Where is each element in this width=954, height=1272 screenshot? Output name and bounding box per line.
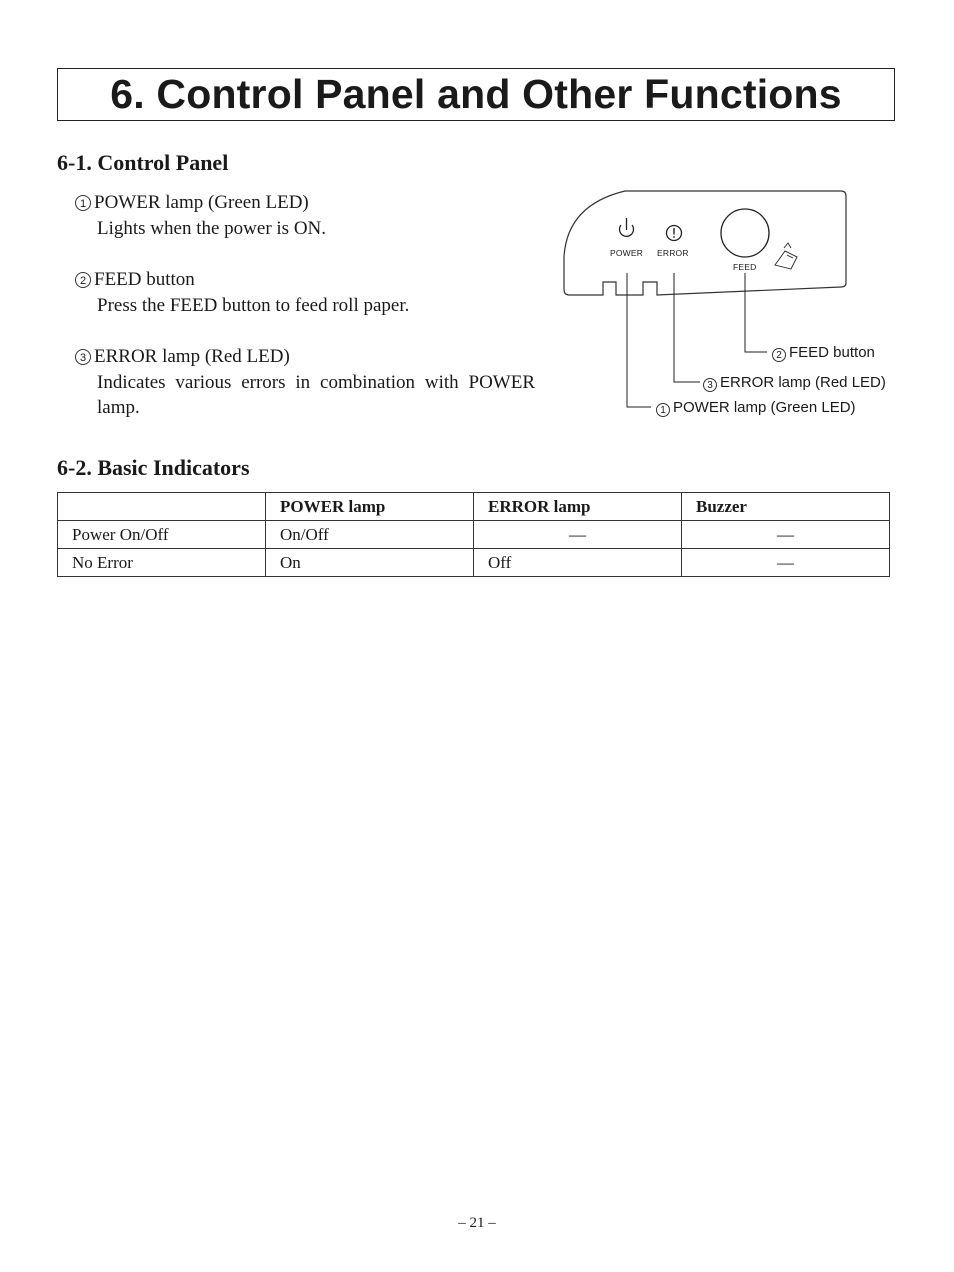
callout-feed-button <box>772 344 875 362</box>
table-cell: — <box>682 521 890 549</box>
circled-number: 1 <box>75 195 91 211</box>
table-header-cell <box>58 493 266 521</box>
item-label: FEED button <box>94 269 195 290</box>
control-panel-items <box>75 190 535 447</box>
power-icon <box>620 218 634 236</box>
panel-label-power: POWER <box>610 248 644 258</box>
panel-label-error: ERROR <box>657 248 689 258</box>
item-label: POWER lamp (Green LED) <box>94 192 309 213</box>
table-cell: Off <box>474 549 682 577</box>
table-header-cell: ERROR lamp <box>474 493 682 521</box>
callout-text: POWER lamp (Green LED) <box>673 399 856 416</box>
table-header-row <box>58 493 890 521</box>
circled-number: 2 <box>75 272 91 288</box>
page-title-box <box>57 68 895 121</box>
list-item <box>75 344 535 421</box>
power-leader-line <box>627 273 651 407</box>
control-panel-diagram <box>555 185 905 425</box>
basic-indicators-table <box>57 492 890 577</box>
panel-label-feed: FEED <box>733 262 757 272</box>
circled-number: 3 <box>75 349 91 365</box>
table-cell: — <box>474 521 682 549</box>
item-label: ERROR lamp (Red LED) <box>94 346 290 367</box>
table-header-cell: POWER lamp <box>266 493 474 521</box>
feed-leader-line <box>745 273 767 352</box>
table-row <box>58 549 890 577</box>
error-icon <box>667 226 682 241</box>
item-description: Press the FEED button to feed roll paper. <box>97 294 410 316</box>
table-cell: No Error <box>58 549 266 577</box>
list-item <box>75 190 535 241</box>
circled-number: 1 <box>656 403 670 417</box>
list-item <box>75 267 535 318</box>
table-cell: Power On/Off <box>58 521 266 549</box>
item-description: Indicates various errors in combination with POWER lamp. <box>97 371 535 418</box>
table-cell: On/Off <box>266 521 474 549</box>
callout-text: FEED button <box>789 344 875 361</box>
panel-outline <box>564 191 846 295</box>
table-row <box>58 521 890 549</box>
table-header-cell: Buzzer <box>682 493 890 521</box>
callout-power-lamp <box>656 399 856 417</box>
circled-number: 2 <box>772 348 786 362</box>
callout-text: ERROR lamp (Red LED) <box>720 374 886 391</box>
paper-feed-icon <box>775 243 797 269</box>
page-title: 6. Control Panel and Other Functions <box>110 71 842 117</box>
table-cell: On <box>266 549 474 577</box>
item-description: Lights when the power is ON. <box>97 217 327 239</box>
section-heading-basic-indicators: 6-2. Basic Indicators <box>57 455 250 480</box>
error-leader-line <box>674 273 700 382</box>
page-number: – 21 – <box>458 1215 496 1231</box>
section-heading-control-panel: 6-1. Control Panel <box>57 150 229 175</box>
table-cell: — <box>682 549 890 577</box>
callout-error-lamp <box>703 374 886 392</box>
feed-button-circle <box>721 209 769 257</box>
circled-number: 3 <box>703 378 717 392</box>
